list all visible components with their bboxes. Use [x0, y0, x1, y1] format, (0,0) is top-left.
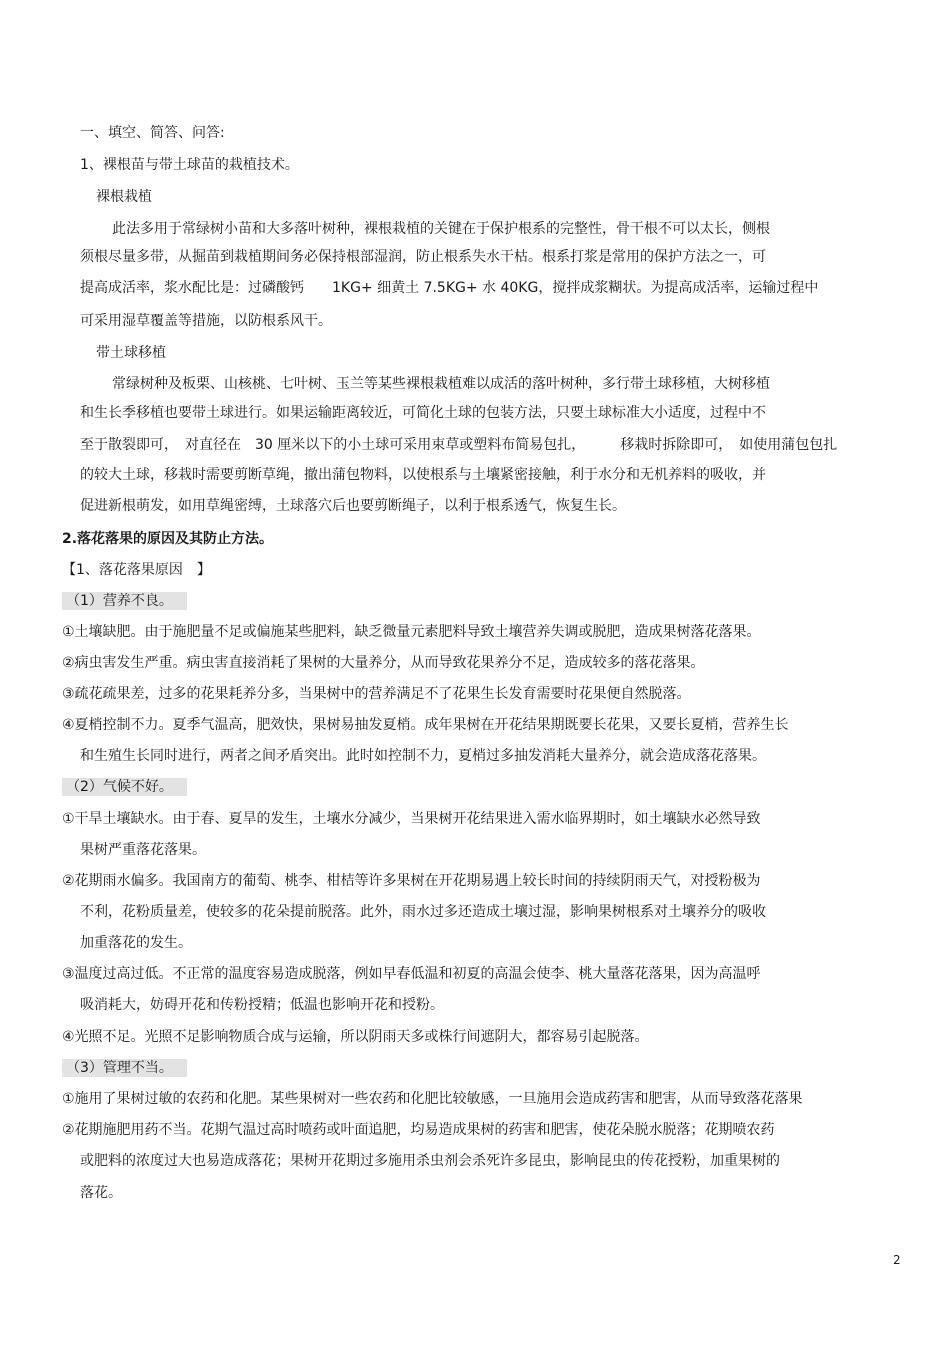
list-item: ②花期施肥用药不当。花期气温过高时喷药或叶面追肥，均易造成果树的药害和肥害，使花朵脱水脱落；花期喷农药: [62, 1122, 775, 1138]
list-item: ①干旱土壤缺水。由于春、夏旱的发生，土壤水分减少，当果树开花结果进入需水临界期时，如土壤缺水必然导致: [62, 811, 761, 827]
list-item: ④夏梢控制不力。夏季气温高，肥效快，果树易抽发夏梢。成年果树在开花结果期既要长花果，又要长夏梢，营养生长: [62, 717, 789, 733]
paragraph-line: 和生长季移植也要带土球进行。如果运输距离较近，可简化土球的包装方法，只要土球标准大小适度，过程中不: [80, 405, 766, 421]
cause-2-heading: （2）气候不好。: [62, 778, 187, 796]
paragraph-line: 可采用湿草覆盖等措施，以防根系风干。: [80, 313, 332, 329]
section-heading: 一、填空、简答、问答:: [80, 125, 225, 141]
paragraph-line: 此法多用于常绿树小苗和大多落叶树种，裸根栽植的关键在于保护根系的完整性，骨干根不可以太长，侧根: [112, 221, 770, 237]
list-item-continued: 落花。: [80, 1185, 122, 1201]
list-item: ③疏花疏果差，过多的花果耗养分多，当果树中的营养满足不了花果生长发育需要时花果便自然脱落。: [62, 686, 691, 702]
list-item-continued: 吸消耗大，妨碍开花和传粉授精；低温也影响开花和授粉。: [80, 997, 444, 1013]
paragraph-line: 促进新根萌发，如用草绳密缚，土球落穴后也要剪断绳子，以利于根系透气，恢复生长。: [80, 498, 626, 514]
list-item: ②花期雨水偏多。我国南方的葡萄、桃李、柑桔等许多果树在开花期易遇上较长时间的持续阴雨天气，对授粉极为: [62, 873, 761, 889]
paragraph-line: 至于散裂即可， 对直径在 30 厘米以下的小土球可采用束草或塑料布简易包扎， 移栽时拆除即可， 如使用蒲包包扎: [80, 437, 838, 453]
paragraph-line: 常绿树种及板栗、山核桃、七叶树、玉兰等某些裸根栽植难以成活的落叶树种，多行带土球移植，大树移植: [112, 376, 770, 392]
paragraph-line: 提高成活率，浆水配比是：过磷酸钙 1KG+ 细黄土 7.5KG+ 水 40KG，搅拌成浆糊状。为提高成活率，运输过程中: [80, 280, 819, 296]
paragraph-line: 须根尽量多带，从掘苗到栽植期间务必保持根部湿润，防止根系失水干枯。根系打浆是常用的保护方法之一，可: [80, 249, 766, 265]
subheading-bare-root: 裸根栽植: [96, 189, 152, 205]
list-item: ①土壤缺肥。由于施肥量不足或偏施某些肥料，缺乏微量元素肥料导致土壤营养失调或脱肥，造成果树落花落果。: [62, 624, 761, 640]
page-number: 2: [893, 1253, 901, 1267]
list-item-continued: 和生殖生长同时进行，两者之间矛盾突出。此时如控制不力，夏梢过多抽发消耗大量养分，就会造成落花落果。: [80, 748, 766, 764]
cause-3-heading: （3）管理不当。: [62, 1059, 187, 1077]
list-item: ④光照不足。光照不足影响物质合成与运输，所以阴雨天多或株行间遮阴大，都容易引起脱落。: [62, 1029, 649, 1045]
subheading-root-ball: 带土球移植: [96, 345, 166, 361]
list-item-continued: 或肥料的浓度过大也易造成落花；果树开花期过多施用杀虫剂会杀死许多昆虫，影响昆虫的传花授粉，加重果树的: [80, 1153, 780, 1169]
list-item: ②病虫害发生严重。病虫害直接消耗了果树的大量养分，从而导致花果养分不足，造成较多的落花落果。: [62, 655, 705, 671]
list-item: ①施用了果树过敏的农药和化肥。某些果树对一些农药和化肥比较敏感，一旦施用会造成药害和肥害，从而导致落花落果: [62, 1091, 803, 1107]
list-item-continued: 果树严重落花落果。: [80, 842, 206, 858]
paragraph-line: 的较大土球，移栽时需要剪断草绳，撤出蒲包物料，以使根系与土壤紧密接触，利于水分和无机养料的吸收，并: [80, 467, 766, 483]
cause-heading: 【1、落花落果原因 】: [62, 562, 211, 578]
question-1-title: 1、裸根苗与带土球苗的栽植技术。: [80, 157, 299, 173]
list-item-continued: 加重落花的发生。: [80, 935, 192, 951]
list-item: ③温度过高过低。不正常的温度容易造成脱落，例如早春低温和初夏的高温会使李、桃大量落花落果，因为高温呼: [62, 966, 761, 982]
cause-1-heading: （1）营养不良。: [62, 592, 187, 610]
question-2-title: 2.落花落果的原因及其防止方法。: [62, 531, 274, 547]
list-item-continued: 不利，花粉质量差，使较多的花朵提前脱落。此外，雨水过多还造成土壤过湿，影响果树根系对土壤养分的吸收: [80, 904, 766, 920]
